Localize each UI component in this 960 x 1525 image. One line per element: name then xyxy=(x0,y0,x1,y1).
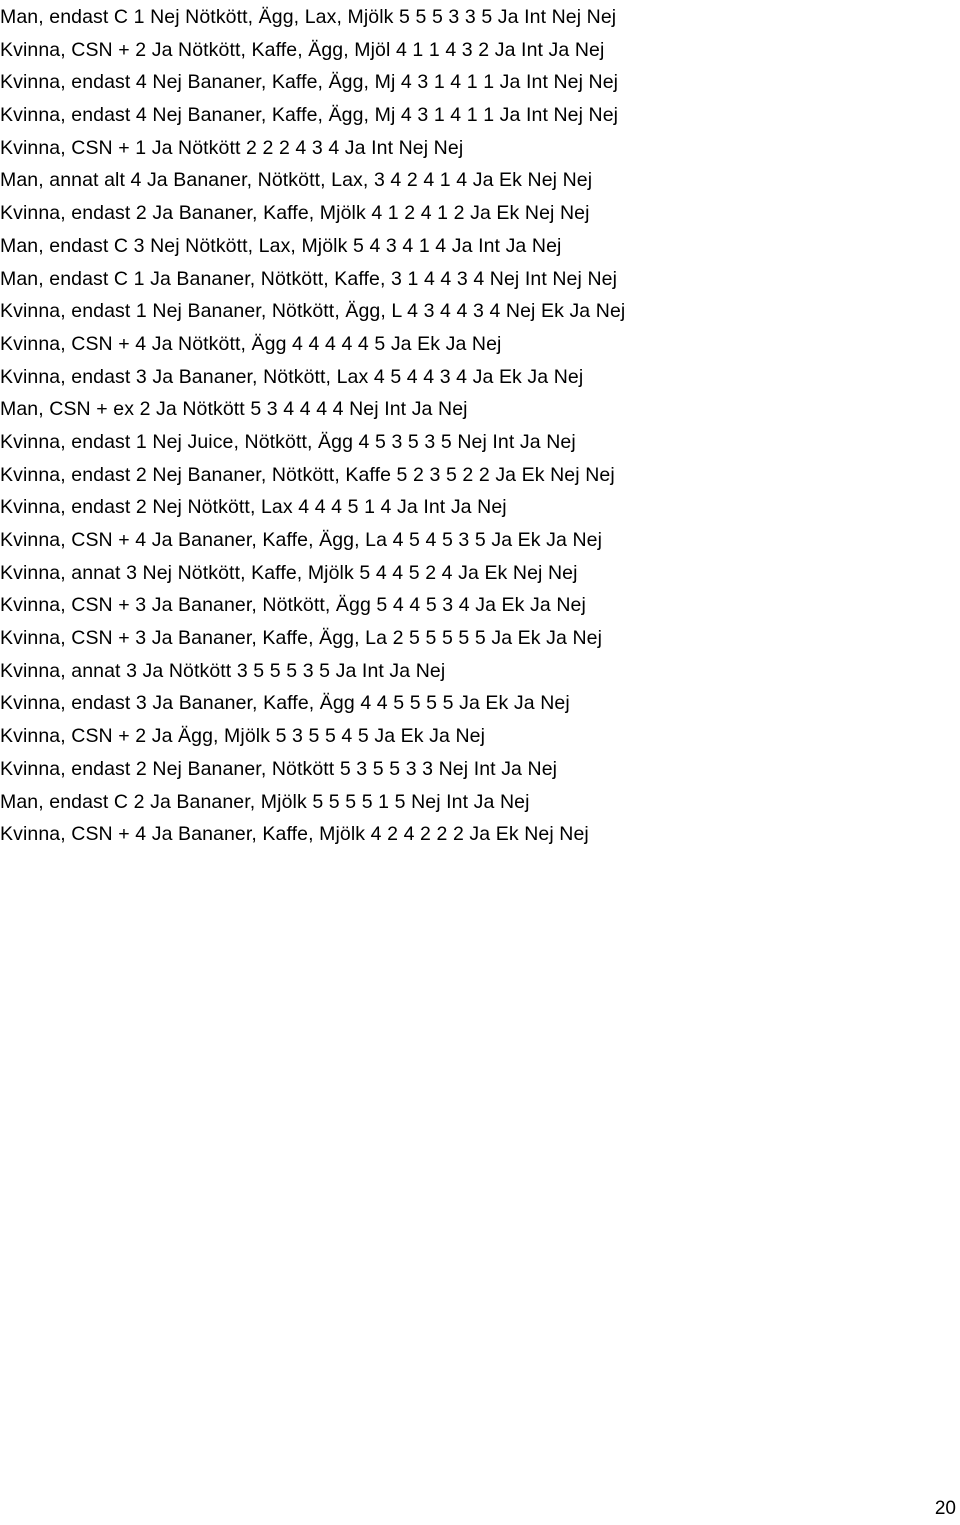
text-line: Kvinna, CSN + 3 Ja Bananer, Kaffe, Ägg, La 2 5 5 5 5 5 Ja Ek Ja Nej xyxy=(0,627,603,650)
text-line: Man, endast C 1 Ja Bananer, Nötkött, Kaffe, 3 1 4 4 3 4 Nej Int Nej Nej xyxy=(0,267,618,290)
text-line: Man, CSN + ex 2 Ja Nötkött 5 3 4 4 4 4 Nej Int Ja Nej xyxy=(0,398,468,421)
text-line: Man, endast C 3 Nej Nötkött, Lax, Mjölk 5 4 3 4 1 4 Ja Int Ja Nej xyxy=(0,234,562,257)
text-line: Kvinna, CSN + 1 Ja Nötkött 2 2 2 4 3 4 Ja Int Nej Nej xyxy=(0,136,464,159)
text-line: Kvinna, CSN + 4 Ja Bananer, Kaffe, Mjölk 4 2 4 2 2 2 Ja Ek Nej Nej xyxy=(0,823,589,846)
text-line: Kvinna, endast 2 Nej Bananer, Nötkött, Kaffe 5 2 3 5 2 2 Ja Ek Nej Nej xyxy=(0,463,615,486)
text-line: Kvinna, endast 2 Ja Bananer, Kaffe, Mjölk 4 1 2 4 1 2 Ja Ek Nej Nej xyxy=(0,202,590,225)
text-line: Man, endast C 1 Nej Nötkött, Ägg, Lax, Mjölk 5 5 5 3 3 5 Ja Int Nej Nej xyxy=(0,6,617,28)
text-line: Kvinna, endast 4 Nej Bananer, Kaffe, Ägg, Mj 4 3 1 4 1 1 Ja Int Nej Nej xyxy=(0,104,619,127)
text-line: Kvinna, CSN + 2 Ja Ägg, Mjölk 5 3 5 5 4 5 Ja Ek Ja Nej xyxy=(0,725,486,748)
text-line: Kvinna, endast 1 Nej Juice, Nötkött, Ägg 4 5 3 5 3 5 Nej Int Ja Nej xyxy=(0,430,576,453)
text-line: Kvinna, annat 3 Ja Nötkött 3 5 5 5 3 5 Ja Int Ja Nej xyxy=(0,659,446,682)
text-line: Kvinna, endast 1 Nej Bananer, Nötkött, Ägg, L 4 3 4 4 3 4 Nej Ek Ja Nej xyxy=(0,300,626,323)
text-line: Man, endast C 2 Ja Bananer, Mjölk 5 5 5 5 1 5 Nej Int Ja Nej xyxy=(0,790,530,813)
text-line: Kvinna, CSN + 2 Ja Nötkött, Kaffe, Ägg, Mjöl 4 1 1 4 3 2 Ja Int Ja Nej xyxy=(0,38,605,61)
text-line: Kvinna, annat 3 Nej Nötkött, Kaffe, Mjölk 5 4 4 5 2 4 Ja Ek Nej Nej xyxy=(0,561,578,584)
text-line: Kvinna, endast 4 Nej Bananer, Kaffe, Ägg, Mj 4 3 1 4 1 1 Ja Int Nej Nej xyxy=(0,71,619,94)
text-line: Kvinna, CSN + 4 Ja Nötkött, Ägg 4 4 4 4 4 5 Ja Ek Ja Nej xyxy=(0,332,502,355)
text-line: Kvinna, endast 3 Ja Bananer, Nötkött, Lax 4 5 4 4 3 4 Ja Ek Ja Nej xyxy=(0,365,584,388)
text-line: Man, annat alt 4 Ja Bananer, Nötkött, Lax, 3 4 2 4 1 4 Ja Ek Nej Nej xyxy=(0,169,593,192)
page-number: 20 xyxy=(934,1498,956,1519)
text-line: Kvinna, endast 2 Nej Nötkött, Lax 4 4 4 5 1 4 Ja Int Ja Nej xyxy=(0,496,507,519)
text-line: Kvinna, endast 3 Ja Bananer, Kaffe, Ägg 4 4 5 5 5 5 Ja Ek Ja Nej xyxy=(0,692,570,715)
text-line: Kvinna, endast 2 Nej Bananer, Nötkött 5 3 5 5 3 3 Nej Int Ja Nej xyxy=(0,757,558,780)
text-line: Kvinna, CSN + 3 Ja Bananer, Nötkött, Ägg 5 4 4 5 3 4 Ja Ek Ja Nej xyxy=(0,594,586,617)
text-line: Kvinna, CSN + 4 Ja Bananer, Kaffe, Ägg, La 4 5 4 5 3 5 Ja Ek Ja Nej xyxy=(0,529,603,551)
response-lines xyxy=(0,1,960,851)
